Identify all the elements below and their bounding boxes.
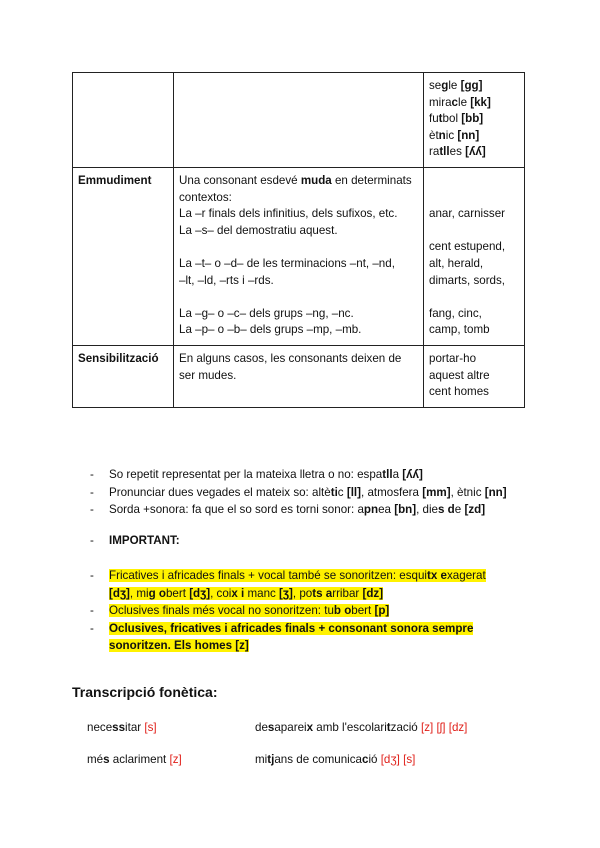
row-description-cell: En alguns casos, les consonants deixen de ser mudes.: [174, 345, 424, 407]
table-row: [73, 167, 525, 345]
table-row: [73, 73, 525, 168]
example-line: camp, tomb: [429, 323, 490, 337]
row-description-cell: [174, 167, 424, 345]
list-item: - Sorda +sonora: fa que el so sord es torni sonor: apnea [bn], dies de [zd]: [90, 501, 530, 519]
transcription-example: mitjans de comunicació [dʒ] [s]: [255, 753, 416, 766]
row-examples-cell: [424, 345, 525, 407]
intro-text: Una consonant esdevé muda en determinats contextos:: [179, 173, 412, 204]
list-item: - Fricatives i africades finals + vocal també se sonoritzen: esquitx exagerat [dʒ], mig obert [dʒ], coix i manc [ʒ], pots arribar [dz]: [90, 567, 530, 602]
transcription-example: necessitar [s]: [87, 721, 157, 734]
row-header-emmudiment: Emmudiment: [73, 167, 174, 345]
example-line: aquest altre: [429, 368, 490, 382]
rule-text: –lt, –ld, –rts i –rds.: [179, 273, 274, 287]
example-line: futbol [bb]: [429, 112, 484, 126]
example-line: ratlles [ʎʎ]: [429, 145, 486, 159]
row-header-cell: [73, 73, 174, 168]
example-line: fang, cinc,: [429, 306, 482, 320]
rule-text: La –r finals dels infinitius, dels sufixos, etc.: [179, 207, 398, 221]
list-item: - Oclusives finals més vocal no sonoritzen: tub obert [p]: [90, 602, 530, 620]
rule-text: La –p– o –b– dels grups –mp, –mb.: [179, 323, 362, 337]
list-item: - So repetit representat per la mateixa lletra o no: espatlla [ʎʎ]: [90, 466, 530, 484]
list-item: - Pronunciar dues vegades el mateix so: altètic [ll], atmosfera [mm], ètnic [nn]: [90, 484, 530, 502]
rule-text: La –t– o –d– de les terminacions –nt, –nd,: [179, 256, 395, 270]
example-line: cent homes: [429, 385, 489, 399]
example-line: anar, carnisser: [429, 207, 506, 221]
table-row: [73, 345, 525, 407]
example-line: miracle [kk]: [429, 95, 491, 109]
transcription-example: desapareix amb l'escolarització [z] [ʃ] [dz]: [255, 721, 468, 734]
row-header-sensibilitzacio: Sensibilització: [73, 345, 174, 407]
example-line: portar-ho: [429, 351, 477, 365]
example-line: segle [gg]: [429, 79, 483, 92]
document-page: segle [gg] miracle [kk] futbol [bb] ètnic [nn] ratlles [ʎʎ] Emmudiment Una consonant esdevé muda en determinats contextos: La –r finals dels infinitius, dels sufixos, etc. La –s– del demostratiu aquest. La –t– o –d– de les terminacions –nt, –nd, –lt, –ld, –rts i –rds. La –g– o –c– dels grups –ng, –nc. La –p– o –b– dels grups –mp, –mb. anar, carnisser cent estupend, alt, herald, dimarts, sords, fang, cinc, camp, tomb Sensibilització En alguns casos, les consonants deixen de ser mudes. portar-ho aquest altre cent homes - So repetit representat per la mateixa lletra o no: espatlla [ʎʎ] - Pronunciar dues vegades el mateix so: altètic [ll], atmosfera [mm], ètnic [nn] - Sorda +sonora: fa que el so sord es torni sonor: apnea [bn], dies de [zd] - IMPORTANT: - Fricatives i africades finals + vocal també se sonoritzen: esquitx exagerat [dʒ], mig obert [dʒ], coix i manc [ʒ], pots arribar [dz] - Oclusives finals més vocal no sonoritzen: tub obert [p] - Oclusives, fricatives i africades finals + consonant sonora sempre sonoritzen. Els homes [z] Transcripció fonètica: necessitar [s] desapareix amb l'escolarització [z] [ʃ] [dz] més aclariment [z] mitjans de comunicació [dʒ] [s]: [0, 0, 600, 848]
rule-text: La –g– o –c– dels grups –ng, –nc.: [179, 306, 354, 320]
rule-text: La –s– del demostratiu aquest.: [179, 223, 338, 237]
list-item: - Oclusives, fricatives i africades finals + consonant sonora sempre sonoritzen. Els homes [z]: [90, 620, 530, 655]
row-description-cell: [174, 73, 424, 168]
notes-list: [90, 466, 530, 519]
example-line: alt, herald,: [429, 256, 484, 270]
phonetics-rules-table: [72, 72, 525, 408]
transcription-example: més aclariment [z]: [87, 753, 182, 766]
example-line: cent estupend,: [429, 240, 506, 254]
section-title: Transcripció fonètica:: [72, 684, 218, 700]
example-line: ètnic [nn]: [429, 128, 480, 142]
highlighted-rules-list: [90, 567, 530, 655]
row-examples-cell: [424, 167, 525, 345]
row-examples-cell: [424, 73, 525, 168]
example-line: dimarts, sords,: [429, 273, 506, 287]
